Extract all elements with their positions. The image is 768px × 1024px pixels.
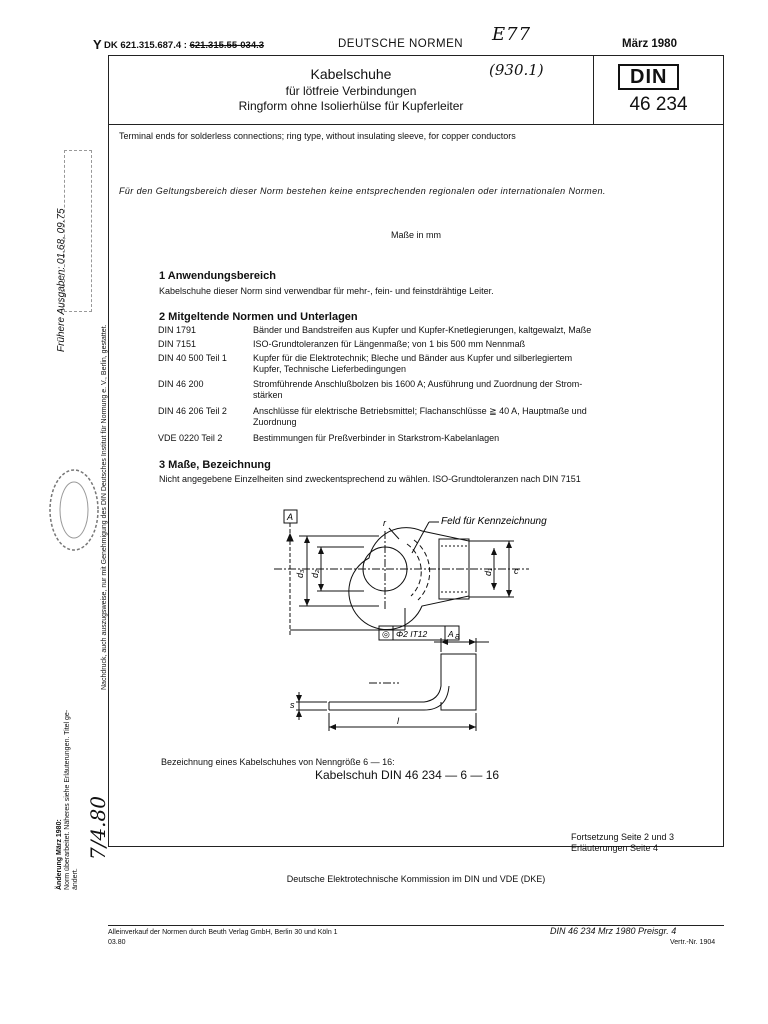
- dk-mark-icon: Y: [93, 37, 102, 52]
- radius-label: r: [383, 518, 386, 528]
- arrow-icon: [506, 590, 512, 597]
- dim-d1-label: d₁: [483, 568, 493, 576]
- standards-title: DEUTSCHE NORMEN: [338, 38, 464, 50]
- doc-reference: DIN 46 234 Mrz 1980 Preisgr. 4: [550, 926, 677, 936]
- change-heading: Änderung März 1980:: [56, 819, 63, 890]
- earlier-editions: Frühere Ausgaben: 01.68, 09.75: [56, 208, 67, 352]
- ref-text: Kupfer, Technische Lieferbedingungen: [253, 364, 406, 374]
- dk-classification: [104, 40, 264, 51]
- ref-code: DIN 46 206 Teil 2: [158, 406, 227, 416]
- ref-code: DIN 46 200: [158, 379, 204, 389]
- ref-text: Zuordnung: [253, 417, 297, 427]
- continuation-2: Erläuterungen Seite 4: [571, 843, 659, 853]
- issue-date: März 1980: [622, 38, 677, 50]
- designation-intro: Bezeichnung eines Kabelschuhes von Nenngröße 6 — 16:: [161, 757, 395, 767]
- marking-field-label: Feld für Kennzeichnung: [441, 516, 547, 527]
- dim-d2-label: d₂: [310, 569, 320, 578]
- arrow-icon: [304, 599, 310, 606]
- section-1-heading: 1 Anwendungsbereich: [159, 270, 276, 282]
- units-note: Maße in mm: [390, 230, 441, 240]
- arrow-icon: [491, 548, 497, 555]
- section-1-text: Kabelschuhe dieser Norm sind verwendbar für mehr-, fein- und feinstdrähtige Leiter.: [159, 286, 494, 296]
- din-number: 46 234: [629, 94, 688, 115]
- designation-example: Kabelschuh DIN 46 234 — 6 — 16: [315, 768, 500, 782]
- dim-c-label: c: [514, 566, 519, 576]
- continuation-1: Fortsetzung Seite 2 und 3: [571, 832, 675, 842]
- ring-outline: [349, 528, 469, 630]
- leader-line: [412, 522, 429, 553]
- stamp-icon: [44, 460, 104, 560]
- title-block: [109, 56, 594, 125]
- side-view-lower: [329, 686, 449, 710]
- dim-d3-label: d₃: [295, 569, 305, 578]
- ref-code: VDE 0220 Teil 2: [158, 433, 223, 443]
- tolerance-symbol: ◎: [382, 629, 390, 639]
- subtitle-1: für lötfreie Verbindungen: [285, 84, 417, 98]
- datum-label: A: [287, 512, 294, 522]
- subtitle-2: Ringform ohne Isolierhülse für Kupferleiter: [238, 99, 464, 113]
- ref-text: Stromführende Anschlußbolzen bis 1600 A; Ausführung und Zuordnung der Strom-: [253, 379, 583, 389]
- tolerance-value: Φ2 IT12: [396, 629, 428, 639]
- ref-text: Anschlüsse für elektrische Betriebsmittel; Flachanschlüsse ≧ 40 A, Hauptmaße und: [253, 406, 587, 416]
- ref-code: DIN 7151: [158, 339, 197, 349]
- print-code: 03.80: [108, 939, 126, 946]
- ref-code: DIN 40 500 Teil 1: [158, 353, 227, 363]
- arrow-icon: [318, 547, 324, 554]
- arrow-icon: [304, 536, 310, 543]
- tolerance-datum: A: [448, 629, 454, 639]
- section-3-heading: 3 Maße, Bezeichnung: [159, 459, 271, 471]
- ref-code: DIN 1791: [158, 325, 197, 335]
- arrow-icon: [287, 534, 293, 541]
- marking-field: [407, 544, 421, 596]
- section-3-text: Nicht angegebene Einzelheiten sind zweckentsprechend zu wählen. ISO-Grundtoleranzen nach DIN 7151: [159, 474, 581, 484]
- dim-l-label: l: [397, 716, 399, 726]
- dk-number: DK 621.315.687.4 :: [104, 40, 187, 51]
- arrow-icon: [318, 584, 324, 591]
- regional-note: Für den Geltungsbereich dieser Norm bestehen keine entsprechenden regionalen oder internationalen Normen.: [119, 186, 606, 196]
- dk-struck-number: 621.315.55-034.3: [189, 40, 265, 51]
- arrow-icon: [296, 695, 302, 702]
- ref-text: Bestimmungen für Preßverbinder in Starkstrom-Kabelanlagen: [253, 433, 500, 443]
- arrow-icon: [469, 639, 476, 645]
- arrow-icon: [296, 710, 302, 717]
- dim-a-label: a: [455, 631, 461, 641]
- ref-text: ISO-Grundtoleranzen für Längenmaße; von 1 bis 500 mm Nennmaß: [253, 339, 526, 349]
- arrow-icon: [491, 583, 497, 590]
- arrow-icon: [469, 724, 476, 730]
- ref-text: Bänder und Bandstreifen aus Kupfer und Kupfer-Knetlegierungen, kaltgewalzt, Maße: [253, 325, 592, 335]
- dim-s-label: s: [290, 700, 295, 710]
- side-view-upper: [329, 654, 476, 710]
- reprint-note: Nachdruck, auch auszugsweise, nur mit Genehmigung des DIN Deutsches Institut für Normung e. V., Berlin, gestattet.: [101, 324, 108, 690]
- din-logo: DIN: [618, 64, 679, 90]
- vertr-number: Vertr.-Nr. 1904: [670, 939, 716, 946]
- english-title: Terminal ends for solderless connections; ring type, without insulating sleeve, for copper conductors: [119, 131, 516, 141]
- handwritten-code: E77: [492, 24, 532, 45]
- ref-text: stärken: [253, 390, 283, 400]
- din-block: [594, 56, 723, 125]
- handwritten-ref: (930.1): [489, 61, 544, 79]
- ref-text: Kupfer für die Elektrotechnik; Bleche und Bänder aus Kupfer und silberlegiertem: [253, 353, 573, 363]
- change-line-2: ändert.: [72, 868, 79, 890]
- change-line-1: Norm überarbeitet. Näheres siehe Erläuterungen. Titel ge-: [64, 709, 71, 890]
- document-title: Kabelschuhe: [310, 66, 392, 82]
- terminal-drawing: [269, 506, 649, 746]
- distribution-note: Alleinverkauf der Normen durch Beuth Verlag GmbH, Berlin 30 und Köln 1: [108, 929, 338, 936]
- handwritten-note: 7/4.80: [86, 796, 110, 860]
- marking-field: [414, 540, 430, 600]
- stamp-area: [64, 150, 92, 312]
- section-2-heading: 2 Mitgeltende Normen und Unterlagen: [159, 311, 358, 323]
- arrow-icon: [506, 541, 512, 548]
- committee: Deutsche Elektrotechnische Kommission im DIN und VDE (DKE): [286, 874, 546, 884]
- document-frame: [108, 55, 724, 884]
- arrow-icon: [329, 724, 336, 730]
